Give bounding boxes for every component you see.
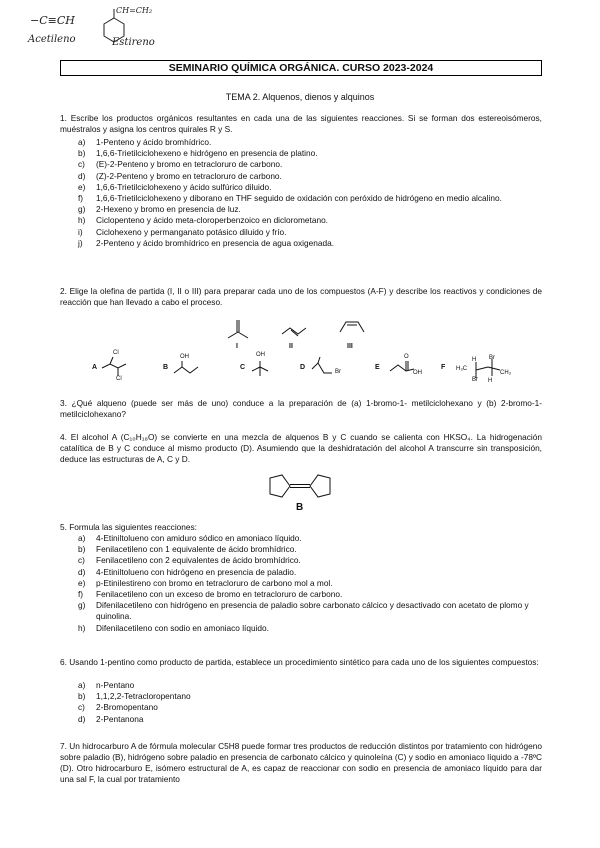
atom-oh: OH (180, 354, 189, 360)
olefin-label-I: I (236, 343, 238, 350)
olefin-III (340, 322, 364, 332)
list-item: a) 1-Penteno y ácido bromhídrico. (78, 137, 212, 147)
list-item: g) 2-Hexeno y bromo en presencia de luz. (78, 204, 241, 215)
atom-oh: OH (413, 370, 422, 376)
structure-label-B: B (296, 502, 304, 513)
handwritten-styrene-group: CH=CH₂ (116, 6, 153, 15)
olefin-label-III: III (347, 343, 353, 350)
q1-text: 1. Escribe los productos orgánicos resultantes en cada una de las siguientes reacciones. Si se forman dos estereoisómeros, muéstralos y asigna los centros quirales R y S. (60, 113, 542, 134)
bicyclopentylidene-structure (262, 470, 342, 502)
compound-D-structure (310, 355, 342, 379)
atom-br: Br (335, 369, 341, 375)
list-item: e) 1,6,6-Trietilciclohexeno y ácido sulfúrico diluido. (78, 181, 272, 192)
list-item: b) Fenilacetileno con 1 equivalente de ácido bromhídrico. (78, 544, 297, 555)
list-item: a) 4-Etiniltolueno con amiduro sódico en amoniaco líquido. (78, 533, 302, 543)
page-title: SEMINARIO QUÍMICA ORGÁNICA. CURSO 2023-2024 (60, 60, 542, 76)
handwritten-acetylene-label: Acetileno (28, 34, 76, 45)
list-item: a) n-Pentano (78, 680, 135, 690)
atom-h: H (488, 378, 493, 384)
q3-text: 3. ¿Qué alqueno (puede ser más de uno) conduce a la preparación de (a) 1-bromo-1- metilciclohexano y (b) 2-bromo-1-metilciclohexano? (60, 398, 542, 419)
atom-oh: OH (256, 352, 265, 358)
compound-label-B: B (163, 364, 169, 371)
q6-list (78, 680, 542, 725)
olefin-label-II: II (289, 343, 293, 350)
compound-label-D: D (300, 364, 306, 371)
list-item: h) Difenilacetileno con sodio en amoniaco líquido. (78, 622, 269, 633)
list-item: e) p-Etinilestireno con bromo en tetracloruro de carbono mol a mol. (78, 577, 333, 588)
olefin-structures (218, 318, 368, 354)
q1-list (78, 137, 542, 249)
compound-label-F: F (441, 364, 446, 371)
list-item: i) Ciclohexeno y permanganato potásico diluido y frío. (78, 226, 287, 237)
atom-h3c: H₃C (456, 366, 468, 372)
list-item: j) 2-Penteno y ácido bromhídrico en presencia de agua oxigenada. (78, 237, 335, 248)
list-item: f) Fenilacetileno con un exceso de bromo en tetracloruro de carbono. (78, 589, 343, 600)
atom-ch3: CH₃ (500, 370, 512, 376)
q6-text: 6. Usando 1-pentino como producto de partida, establece un procedimiento sintético para cada uno de los siguientes compuestos: (60, 657, 539, 667)
q5-list (78, 533, 542, 634)
list-item: c) 2-Bromopentano (78, 702, 158, 713)
list-item: d) (Z)-2-Penteno y bromo en tetracloruro de carbono. (78, 170, 282, 181)
list-item: h) Ciclopenteno y ácido meta-cloroperbenzoico en diclorometano. (78, 215, 328, 226)
list-item: c) (E)-2-Penteno y bromo en tetracloruro de carbono. (78, 159, 283, 170)
handwritten-styrene-label: Estireno (112, 37, 155, 48)
olefin-I (228, 320, 248, 338)
atom-br: Br (489, 355, 495, 361)
list-item: b) 1,6,6-Trietilciclohexeno e hidrógeno en presencia de platino. (78, 148, 318, 159)
list-item: f) 1,6,6-Trietilciclohexeno y diborano en THF seguido de oxidación con peróxido de hidrógeno en medio alcalino. (78, 193, 502, 204)
topic-subtitle: TEMA 2. Alquenos, dienos y alquinos (225, 92, 375, 102)
compound-label-E: E (375, 364, 380, 371)
atom-o: O (404, 354, 409, 360)
atom-cl: Cl (113, 350, 119, 356)
atom-cl: Cl (116, 376, 122, 382)
q5-text: 5. Formula las siguientes reacciones: (60, 522, 197, 532)
atom-h: H (472, 357, 477, 363)
list-item: d) 2-Pentanona (78, 713, 144, 724)
list-item: c) Fenilacetileno con 2 equivalentes de ácido bromhídrico. (78, 555, 301, 566)
list-item: g) Difenilacetileno con hidrógeno en presencia de paladio sobre carbonato cálcico y desactivado con acetato de plomo y quinolina. (78, 600, 529, 622)
compound-label-A: A (92, 364, 98, 371)
olefin-II (282, 328, 306, 336)
q7-text: 7. Un hidrocarburo A de fórmula molecular C5H8 puede formar tres productos de reducción distintos por tratamiento con hidrógeno sobre paladio (B), hidrógeno sobre paladio en presencia de carbonato cálcico y quinoleína (C) y sodio en amoniaco líquido a -78ºC (D). Otro hidrocarburo E, isómero estructural de A, es capaz de reaccionar con sodio en presencia de amoniaco líquido para dar una sal F, la cual por tratamiento (60, 741, 542, 784)
compound-label-C: C (240, 364, 246, 371)
handwritten-acetylene-formula: −C≡CH (30, 14, 75, 27)
q4-text: 4. El alcohol A (C₁₀H₁₈O) se convierte en una mezcla de alquenos B y C cuando se calienta con HKSO₄. La hidrogenación catalítica de B y C conduce al mismo producto (D). Asumiendo que la deshidratación del alcohol A transcurre sin transposición, deduce las estructuras de A, C y D. (60, 432, 542, 464)
compound-B-structure (172, 355, 208, 379)
atom-br: Br (472, 377, 478, 383)
list-item: b) 1,1,2,2-Tetracloropentano (78, 691, 191, 702)
list-item: d) 4-Etiniltolueno con hidrógeno en presencia de paladio. (78, 566, 297, 577)
q2-text: 2. Elige la olefina de partida (I, II o III) para preparar cada uno de los compuestos (A-F) y describe los reactivos y condiciones de reacción que han llevado a cabo el proceso. (60, 286, 542, 307)
